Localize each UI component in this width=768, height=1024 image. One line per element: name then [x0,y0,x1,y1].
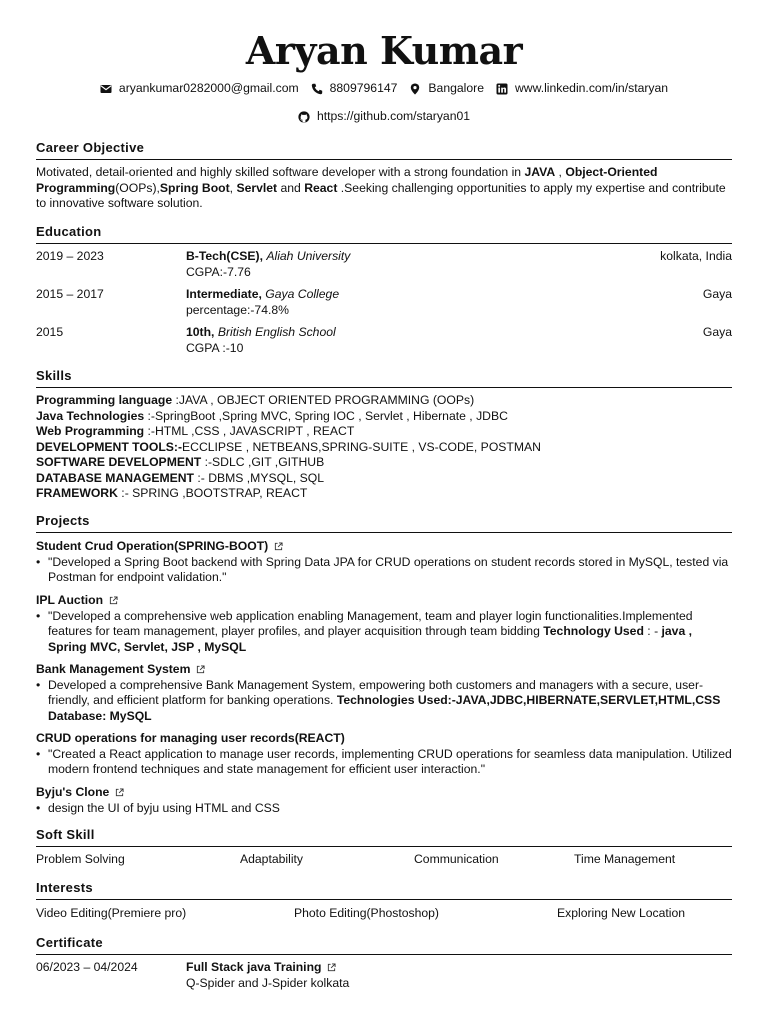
project-student-crud [36,539,732,586]
soft-skill-item: Time Management [574,852,676,866]
skill-line: Web Programming :-HTML ,CSS , JAVASCRIPT , REACT [36,424,355,438]
project-bank-management [36,662,732,724]
interests-heading: Interests [36,880,732,900]
project-title: CRUD operations for managing user records(REACT) [36,731,345,745]
interests-row [36,906,732,922]
project-description: • "Developed a comprehensive web application enabling Management, team and player login functionalities.Implemented features for team management, player profiles, and player acquisition through team bidding Technology Used : - java , Spring MVC, Servlet, JSP , MySQL [36,609,732,656]
github-row [36,109,732,125]
location-text: Bangalore [428,81,484,95]
project-description: • design the UI of byju using HTML and CSS [36,801,732,817]
education-school: Aliah University [266,249,351,263]
project-description: • Developed a comprehensive Bank Management System, empowering both customers and managers with a secure, user-friendly, and efficient platform for banking operations. Technologies Used:-JAVA,JDBC,HIBERNATE,SERVLET,HTML,CSS Database: MySQL [36,678,732,725]
external-link-icon[interactable] [196,665,205,674]
github-text[interactable]: https://github.com/staryan01 [316,109,471,123]
education-entry [36,287,732,319]
linkedin-item[interactable] [496,81,668,97]
projects-heading: Projects [36,513,732,533]
education-location: Gaya [702,287,732,301]
skill-line: FRAMEWORK :- SPRING ,BOOTSTRAP, REACT [36,486,308,500]
certificate-details [186,960,349,991]
education-details [186,325,336,356]
email-text[interactable]: aryankumar0282000@gmail.com [118,81,299,95]
education-degree: Intermediate, [186,287,262,301]
certificate-entry [36,960,732,992]
education-date: 2015 [36,325,64,339]
envelope-icon [100,83,112,95]
education-entry [36,249,732,281]
location-pin-icon [409,83,421,95]
github-icon [298,111,310,123]
certificate-heading: Certificate [36,935,732,955]
github-item[interactable] [298,109,470,125]
project-react-crud [36,731,732,778]
contact-row [36,81,732,97]
external-link-icon[interactable] [274,542,283,551]
skill-line: DEVELOPMENT TOOLS:-ECCLIPSE , NETBEANS,SPRING-SUITE , VS-CODE, POSTMAN [36,439,541,454]
skill-line: SOFTWARE DEVELOPMENT :-SDLC ,GIT ,GITHUB [36,455,325,469]
skill-line: Programming language :JAVA , OBJECT ORIENTED PROGRAMMING (OOPs) [36,393,475,407]
project-description: • "Created a React application to manage user records, implementing CRUD operations for seamless data manipulation. Utilized modern frontend techniques and state management for efficient user interaction." [36,747,732,778]
skill-line: DATABASE MANAGEMENT :- DBMS ,MYSQL, SQL [36,470,325,485]
project-byjus-clone [36,785,732,816]
phone-icon [311,83,323,95]
interest-item: Video Editing(Premiere pro) [36,906,187,920]
external-link-icon[interactable] [109,596,118,605]
project-ipl-auction [36,593,732,655]
phone-item[interactable] [311,81,398,97]
certificate-org: Q-Spider and J-Spider kolkata [186,975,350,990]
project-description: • "Developed a Spring Boot backend with Spring Data JPA for CRUD operations on student records stored in MySQL, tested via Postman for endpoint validation." [36,555,732,586]
interest-item: Exploring New Location [557,906,686,920]
education-entry [36,325,732,357]
education-location: Gaya [702,325,732,339]
education-heading: Education [36,224,732,244]
candidate-name: Aryan Kumar [245,28,523,73]
project-title-link[interactable]: Byju's Clone [36,785,124,801]
skills-list [36,393,732,502]
education-details [186,249,350,280]
education-date: 2019 – 2023 [36,249,104,263]
education-school: Gaya College [265,287,340,301]
education-school: British English School [217,325,336,339]
external-link-icon[interactable] [115,788,124,797]
certificate-date: 06/2023 – 04/2024 [36,960,138,974]
education-score: percentage:-74.8% [186,302,289,317]
external-link-icon[interactable] [327,963,336,972]
project-title-link[interactable]: IPL Auction [36,593,118,609]
education-location: kolkata, India [660,249,732,263]
interest-item: Photo Editing(Phostoshop) [294,906,439,920]
skill-line: Java Technologies :-SpringBoot ,Spring MVC, Spring IOC , Servlet , Hibernate , JDBC [36,408,508,423]
location-item [409,81,484,97]
linkedin-text[interactable]: www.linkedin.com/in/staryan [514,81,669,95]
education-date: 2015 – 2017 [36,287,104,301]
career-objective-heading: Career Objective [36,140,732,160]
email-item[interactable] [100,81,299,97]
phone-text[interactable]: 8809796147 [329,81,398,95]
project-title-link[interactable]: Student Crud Operation(SPRING-BOOT) [36,539,283,555]
soft-skill-row [36,852,732,868]
soft-skill-item: Adaptability [240,852,304,866]
linkedin-icon [496,83,508,95]
project-title-link[interactable]: Bank Management System [36,662,205,678]
education-details [186,287,339,318]
education-degree: 10th, [186,325,215,339]
career-objective-text: Motivated, detail-oriented and highly skilled software developer with a strong foundation in JAVA , Object-Oriented Programming(OOPs),Spring Boot, Servlet and React .Seeking challenging opportunities to apply my expertise and contribute to innovative software solution. [36,165,726,210]
certificate-title-link[interactable]: Full Stack java Training [186,960,336,976]
education-score: CGPA :-10 [186,340,244,355]
soft-skill-item: Problem Solving [36,852,125,866]
education-degree: B-Tech(CSE), [186,249,263,263]
soft-skill-item: Communication [414,852,499,866]
skills-heading: Skills [36,368,732,388]
education-score: CGPA:-7.76 [186,264,251,279]
soft-skill-heading: Soft Skill [36,827,732,847]
